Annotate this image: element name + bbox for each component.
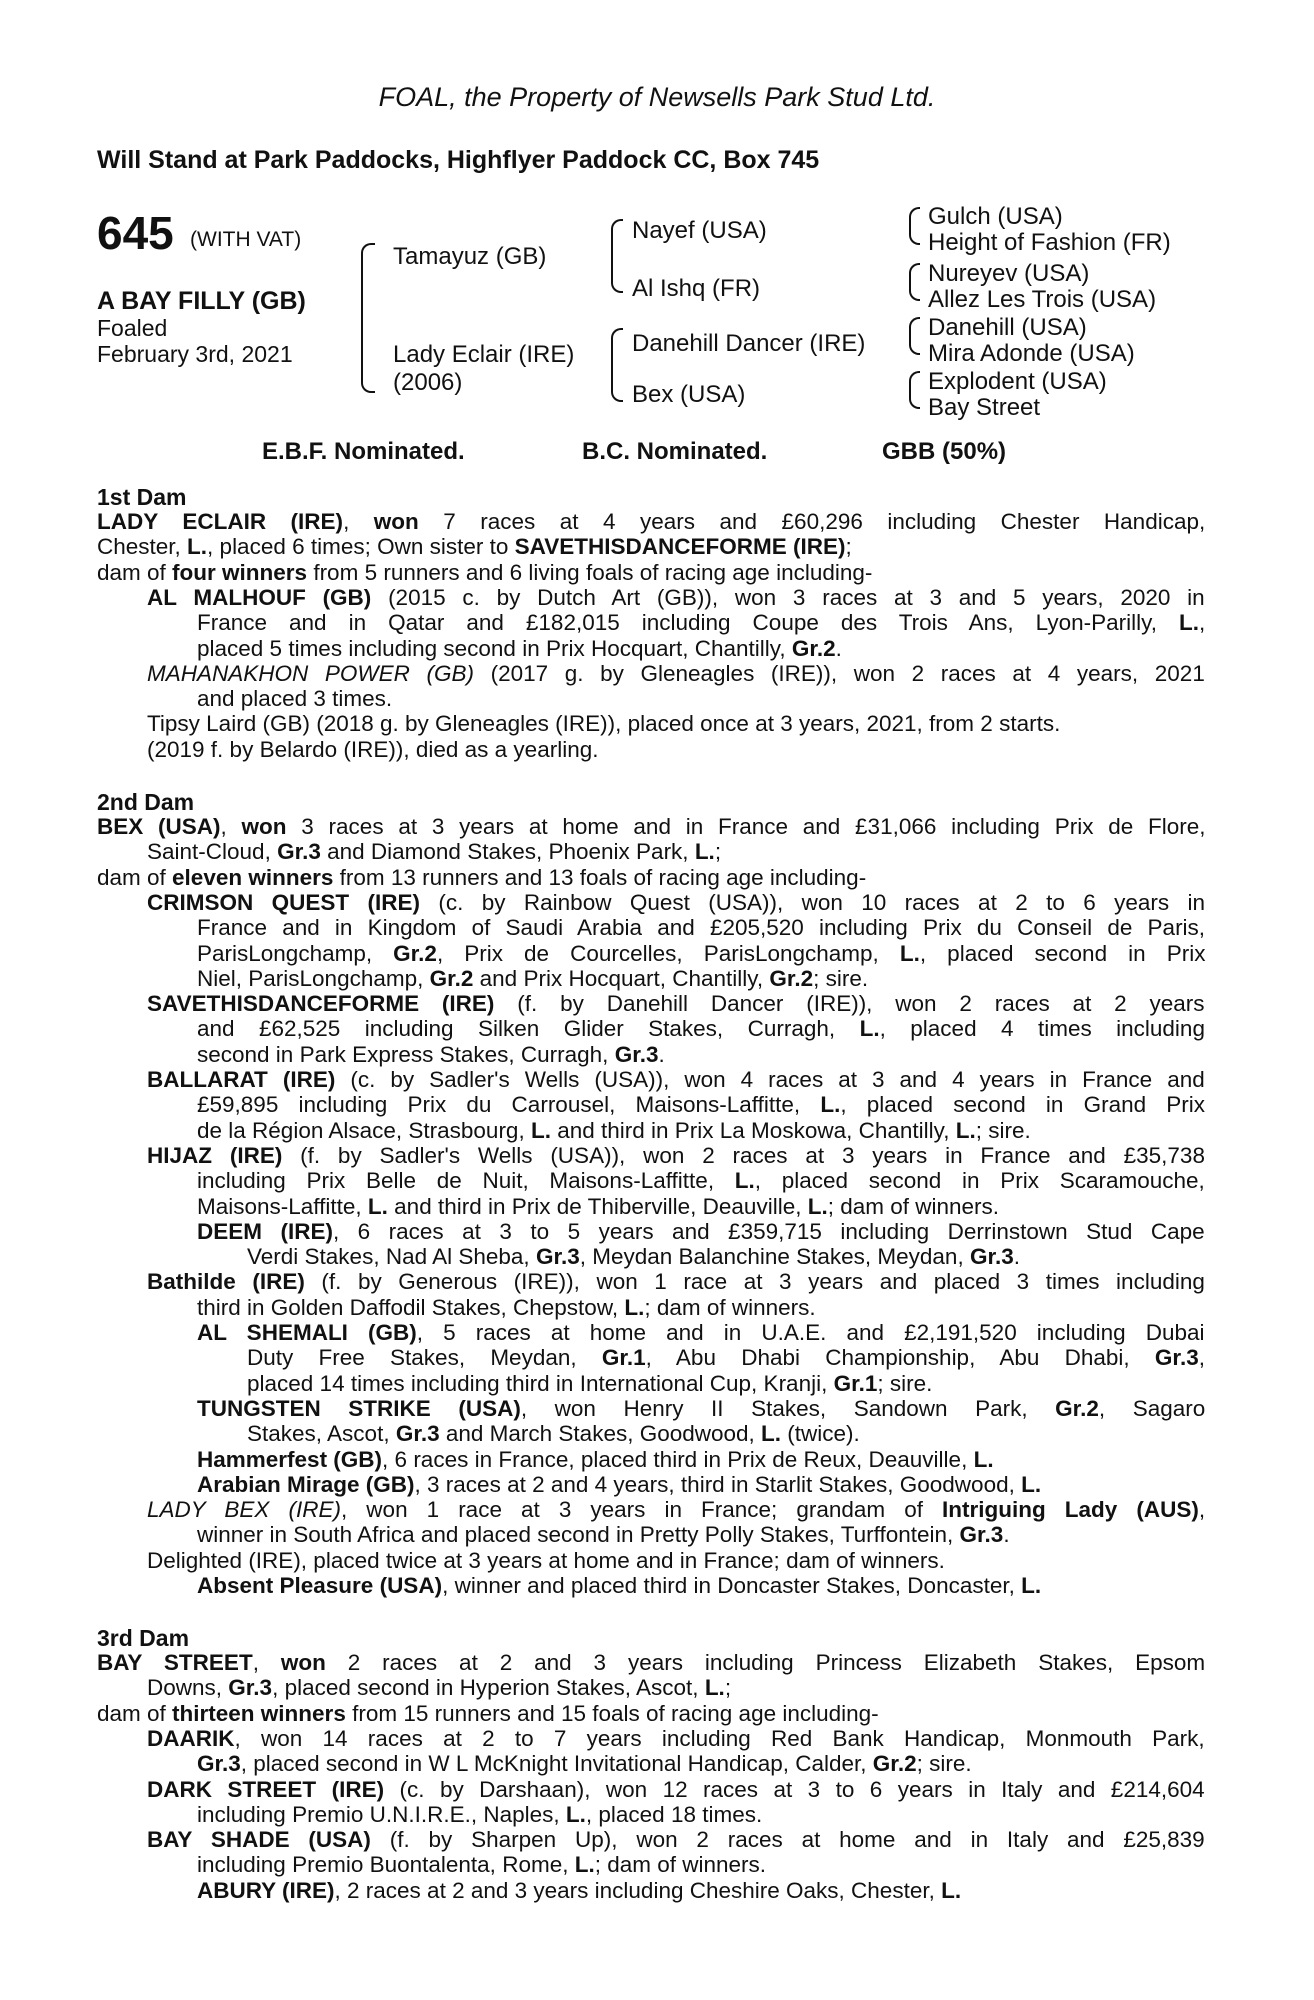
foaled-label: Foaled <box>97 315 168 341</box>
brace-g3 <box>909 317 920 355</box>
pedigree-brace-dam <box>611 328 623 402</box>
lot-number: 645 <box>97 207 174 259</box>
second-dam-line: dam of eleven winners from 13 runners and 13 foals of racing age including- <box>97 864 867 890</box>
third-dam-line: including Premio Buontalenta, Rome, L.; dam of winners. <box>197 1852 767 1878</box>
second-dam-line: BALLARAT (IRE) (c. by Sadler's Wells (USA)), won 4 races at 3 and 4 years in France and <box>147 1067 1205 1092</box>
second-dam-line: Delighted (IRE), placed twice at 3 years at home and in France; dam of winners. <box>147 1547 945 1573</box>
second-dam-line: DEEM (IRE), 6 races at 3 to 5 years and £359,715 including Derrinstown Stud Cape <box>197 1218 1205 1244</box>
second-dam-line: Niel, ParisLongchamp, Gr.2 and Prix Hocquart, Chantilly, Gr.2; sire. <box>197 965 869 991</box>
first-dam-line: placed 5 times including second in Prix Hocquart, Chantilly, Gr.2. <box>197 635 842 661</box>
first-dam-line: Tipsy Laird (GB) (2018 g. by Gleneagles (IRE)), placed once at 3 years, 2021, from 2 starts. <box>147 711 1061 737</box>
foaled-date: February 3rd, 2021 <box>97 341 293 367</box>
second-dam-line: including Prix Belle de Nuit, Maisons-Laffitte, L., placed second in Prix Scaramouche, <box>197 1168 1205 1194</box>
third-dam-line: dam of thirteen winners from 15 runners and 15 foals of racing age including- <box>97 1700 879 1726</box>
second-dam-line: ParisLongchamp, Gr.2, Prix de Courcelles, ParisLongchamp, L., placed second in Prix <box>197 940 1206 966</box>
second-dam-line: £59,895 including Prix du Carrousel, Maisons-Laffitte, L., placed second in Grand Prix <box>197 1092 1206 1118</box>
first-dam-line: and placed 3 times. <box>197 686 393 712</box>
vat-note: (WITH VAT) <box>190 228 302 251</box>
second-dam-line: Duty Free Stakes, Meydan, Gr.1, Abu Dhabi Championship, Abu Dhabi, Gr.3, <box>247 1345 1205 1371</box>
grandparent-6: Mira Adonde (USA) <box>928 340 1135 367</box>
grandparent-3: Nureyev (USA) <box>928 260 1090 287</box>
second-dam-line: Saint-Cloud, Gr.3 and Diamond Stakes, Phoenix Park, L.; <box>147 839 722 865</box>
lot-description: A BAY FILLY (GB) <box>97 287 306 315</box>
second-dam-heading: 2nd Dam <box>97 789 195 815</box>
second-dam-line: TUNGSTEN STRIKE (USA), won Henry II Stakes, Sandown Park, Gr.2, Sagaro <box>197 1395 1206 1421</box>
third-dam-line: ABURY (IRE), 2 races at 2 and 3 years including Cheshire Oaks, Chester, L. <box>197 1877 962 1903</box>
second-dam-line: Stakes, Ascot, Gr.3 and March Stakes, Goodwood, L. (twice). <box>247 1421 860 1447</box>
first-dam-line: AL MALHOUF (GB) (2015 c. by Dutch Art (GB)), won 3 races at 3 and 5 years, 2020 in <box>147 584 1205 610</box>
second-dam-line: Hammerfest (GB), 6 races in France, placed third in Prix de Reux, Deauville, L. <box>197 1446 994 1472</box>
second-dam-line: SAVETHISDANCEFORME (IRE) (f. by Danehill Dancer (IRE)), won 2 races at 2 years <box>147 991 1205 1017</box>
second-dam-line: Bathilde (IRE) (f. by Generous (IRE)), won 1 race at 3 years and placed 3 times including <box>147 1269 1205 1295</box>
stand-location: Will Stand at Park Paddocks, Highflyer Paddock CC, Box 745 <box>97 146 820 174</box>
dam-dam: Bex (USA) <box>632 381 746 408</box>
page-title: FOAL, the Property of Newsells Park Stud Ltd. <box>378 82 936 112</box>
second-dam-line: second in Park Express Stakes, Curragh, Gr.3. <box>197 1041 665 1067</box>
second-dam-line: de la Région Alsace, Strasbourg, L. and third in Prix La Moskowa, Chantilly, L.; sire. <box>197 1117 1031 1143</box>
sire-dam: Al Ishq (FR) <box>632 275 761 302</box>
first-dam-line: MAHANAKHON POWER (GB) (2017 g. by Gleneagles (IRE)), won 2 races at 4 years, 2021 <box>147 660 1205 686</box>
gbb-status: GBB (50%) <box>882 438 1007 465</box>
brace-g4 <box>909 371 920 409</box>
bc-nomination: B.C. Nominated. <box>582 438 768 465</box>
grandparent-2: Height of Fashion (FR) <box>928 229 1171 256</box>
grandparent-7: Explodent (USA) <box>928 368 1107 395</box>
third-dam-heading: 3rd Dam <box>97 1625 190 1651</box>
ebf-nomination: E.B.F. Nominated. <box>262 438 465 465</box>
dam-sire: Danehill Dancer (IRE) <box>632 330 866 357</box>
second-dam-line: BEX (USA), won 3 races at 3 years at home and in France and £31,066 including Prix de Flore, <box>97 814 1206 839</box>
grandparent-8: Bay Street <box>928 394 1041 421</box>
third-dam-line: BAY STREET, won 2 races at 2 and 3 years including Princess Elizabeth Stakes, Epsom <box>97 1650 1206 1675</box>
first-dam-line: (2019 f. by Belardo (IRE)), died as a yearling. <box>147 736 599 762</box>
dam-name: Lady Eclair (IRE) <box>393 341 575 368</box>
pedigree-brace-parents <box>361 243 375 393</box>
second-dam-line: placed 14 times including third in International Cup, Kranji, Gr.1; sire. <box>247 1370 933 1396</box>
pedigree-brace-sire <box>611 219 623 293</box>
third-dam-line: BAY SHADE (USA) (f. by Sharpen Up), won 2 races at home and in Italy and £25,839 <box>147 1827 1205 1853</box>
second-dam-line: AL SHEMALI (GB), 5 races at home and in U.A.E. and £2,191,520 including Dubai <box>197 1320 1205 1345</box>
grandparent-4: Allez Les Trois (USA) <box>928 286 1157 313</box>
third-dam-line: DAARIK, won 14 races at 2 to 7 years including Red Bank Handicap, Monmouth Park, <box>147 1725 1205 1751</box>
second-dam-line: third in Golden Daffodil Stakes, Chepstow, L.; dam of winners. <box>197 1294 816 1320</box>
second-dam-line: France and in Kingdom of Saudi Arabia and £205,520 including Prix du Conseil de Paris, <box>197 915 1206 941</box>
second-dam-line: and £62,525 including Silken Glider Stakes, Curragh, L., placed 4 times including <box>197 1016 1205 1042</box>
third-dam-line: DARK STREET (IRE) (c. by Darshaan), won 12 races at 3 to 6 years in Italy and £214,604 <box>147 1776 1205 1802</box>
second-dam-line: CRIMSON QUEST (IRE) (c. by Rainbow Quest (USA)), won 10 races at 2 to 6 years in <box>147 889 1206 915</box>
second-dam-line: Arabian Mirage (GB), 3 races at 2 and 4 years, third in Starlit Stakes, Goodwood, L. <box>197 1471 1042 1497</box>
second-dam-line: Absent Pleasure (USA), winner and placed third in Doncaster Stakes, Doncaster, L. <box>197 1573 1042 1598</box>
first-dam-line: Chester, L., placed 6 times; Own sister to SAVETHISDANCEFORME (IRE); <box>97 534 852 560</box>
brace-g1 <box>909 207 920 245</box>
first-dam-line: France and in Qatar and £182,015 including Coupe des Trois Ans, Lyon-Parilly, L., <box>197 610 1206 636</box>
second-dam-line: winner in South Africa and placed second in Pretty Polly Stakes, Turffontein, Gr.3. <box>197 1522 1010 1548</box>
third-dam-line: Downs, Gr.3, placed second in Hyperion Stakes, Ascot, L.; <box>147 1675 732 1701</box>
second-dam-line: Verdi Stakes, Nad Al Sheba, Gr.3, Meydan Balanchine Stakes, Meydan, Gr.3. <box>247 1244 1020 1270</box>
brace-g2 <box>909 263 920 301</box>
sire-sire: Nayef (USA) <box>632 217 767 244</box>
first-dam-heading: 1st Dam <box>97 484 187 510</box>
sire-name: Tamayuz (GB) <box>393 243 547 270</box>
second-dam-line: HIJAZ (IRE) (f. by Sadler's Wells (USA)), won 2 races at 3 years in France and £35,738 <box>147 1142 1205 1168</box>
second-dam-line: Maisons-Laffitte, L. and third in Prix de Thiberville, Deauville, L.; dam of winners. <box>197 1193 1000 1219</box>
dam-year: (2006) <box>393 369 463 396</box>
third-dam-line: Gr.3, placed second in W L McKnight Invitational Handicap, Calder, Gr.2; sire. <box>197 1751 972 1777</box>
grandparent-1: Gulch (USA) <box>928 203 1063 230</box>
grandparent-5: Danehill (USA) <box>928 314 1087 341</box>
first-dam-line: dam of four winners from 5 runners and 6 living foals of racing age including- <box>97 559 873 585</box>
first-dam-line: LADY ECLAIR (IRE), won 7 races at 4 years and £60,296 including Chester Handicap, <box>97 509 1206 534</box>
brace-spacer <box>348 243 358 389</box>
second-dam-line: LADY BEX (IRE), won 1 race at 3 years in France; grandam of Intriguing Lady (AUS), <box>147 1497 1206 1523</box>
third-dam-line: including Premio U.N.I.R.E., Naples, L., placed 18 times. <box>197 1801 763 1827</box>
